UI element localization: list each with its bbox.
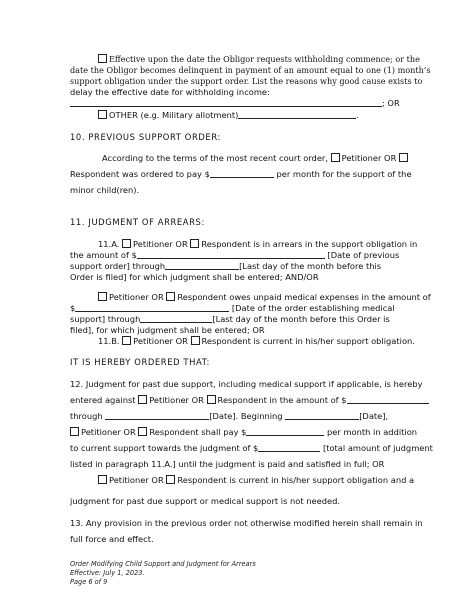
other-blank[interactable]: [238, 110, 356, 119]
section-10-heading: 10. PREVIOUS SUPPORT ORDER:: [70, 132, 221, 142]
s11-medical-line-4: filed], for which judgment shall be entered; OR: [70, 325, 265, 335]
s10-amount-blank[interactable]: [210, 169, 274, 178]
other-option-line: OTHER (e.g. Military allotment) .: [70, 110, 405, 121]
footer-page-number: Page 6 of 9: [70, 578, 108, 586]
reasons-blank[interactable]: [70, 98, 382, 107]
s11b-line: 11.B. Petitioner OR Respondent is current in his/her support obligation.: [98, 336, 415, 346]
s12-judgment-blank[interactable]: [258, 443, 320, 452]
s13-line-2: full force and effect.: [70, 534, 154, 544]
s11m-petitioner-checkbox[interactable]: [98, 292, 107, 301]
s12-line-5: to current support towards the judgment of $ [total amount of judgment: [70, 443, 433, 453]
s11b-petitioner-checkbox[interactable]: [122, 336, 131, 345]
effective-date-checkbox[interactable]: [98, 54, 107, 63]
other-checkbox[interactable]: [98, 110, 107, 119]
s11m-through-blank[interactable]: [140, 314, 212, 323]
s11m-date-blank[interactable]: [161, 303, 229, 312]
section-11-heading: 11. JUDGMENT OF ARREARS:: [70, 217, 205, 227]
s12-amount-blank[interactable]: [347, 395, 429, 404]
s12-pay-respondent-checkbox[interactable]: [138, 427, 147, 436]
s12-beginning-blank[interactable]: [285, 411, 359, 420]
s13-line-1: 13. Any provision in the previous order not otherwise modified herein shall remain in: [70, 518, 423, 528]
s12-monthly-blank[interactable]: [246, 427, 324, 436]
s12-current-petitioner-checkbox[interactable]: [98, 475, 107, 484]
s12-line-7: Petitioner OR Respondent is current in his/her support obligation and a: [70, 475, 405, 486]
s11a-line-1: 11.A. Petitioner OR Respondent is in arrears in the support obligation in: [98, 239, 418, 249]
s12-pay-petitioner-checkbox[interactable]: [70, 427, 79, 436]
s11-medical-line-3: support] through [Last day of the month before this Order is: [70, 314, 390, 324]
s11a-respondent-checkbox[interactable]: [190, 239, 199, 248]
s11a-amount-blank[interactable]: [137, 250, 267, 259]
s12-through-blank[interactable]: [105, 411, 209, 420]
s10-respondent-checkbox[interactable]: [399, 153, 408, 162]
s11b-respondent-checkbox[interactable]: [191, 336, 200, 345]
s11a-date-blank[interactable]: [267, 250, 325, 259]
s11a-line-3: support order] through [Last day of the month before this: [70, 261, 382, 271]
s12-line-2: entered against Petitioner OR Respondent in the amount of $: [70, 395, 405, 406]
footer-title: Order Modifying Child Support and Judgment for Arrears: [70, 560, 256, 568]
s12-petitioner-checkbox[interactable]: [138, 395, 147, 404]
withholding-line-4: delay the effective date for withholding income:: [70, 87, 270, 97]
s12-line-6: listed in paragraph 11.A.] until the judgment is paid and satisfied in full; OR: [70, 459, 385, 469]
s11-medical-line-1: Petitioner OR Respondent owes unpaid medical expenses in the amount of: [70, 292, 405, 303]
section-10-line-2: Respondent was ordered to pay $ per month for the support of the: [70, 169, 412, 179]
s11a-petitioner-checkbox[interactable]: [122, 239, 131, 248]
ordered-heading: IT IS HEREBY ORDERED THAT:: [70, 357, 210, 367]
section-10-line-3: minor child(ren).: [70, 185, 140, 195]
s12-current-respondent-checkbox[interactable]: [166, 475, 175, 484]
s12-respondent-checkbox[interactable]: [207, 395, 216, 404]
s12-line-1: 12. Judgment for past due support, including medical support if applicable, is hereby: [70, 379, 423, 389]
withholding-line-1: Effective upon the date the Obligor requests withholding commence; or the: [70, 54, 405, 65]
section-10-line-1: According to the terms of the most recent court order, Petitioner OR: [70, 153, 405, 164]
withholding-line-2: date the Obligor becomes delinquent in payment of an amount equal to one (1) month’s: [70, 65, 431, 75]
footer-effective-date: Effective: July 1, 2023.: [70, 569, 145, 577]
s12-line-8: judgment for past due support or medical support is not needed.: [70, 496, 340, 506]
s11a-through-blank[interactable]: [165, 261, 239, 270]
s11m-amount-blank[interactable]: [75, 303, 161, 312]
s11a-line-4: Order is filed] for which judgment shall be entered; AND/OR: [70, 272, 319, 282]
s11a-line-2: the amount of $ [Date of previous: [70, 250, 400, 260]
s11m-respondent-checkbox[interactable]: [166, 292, 175, 301]
withholding-reasons-line: ; OR: [70, 98, 405, 109]
s12-line-3: through [Date]. Beginning [Date],: [70, 411, 389, 421]
s12-line-4: Petitioner OR Respondent shall pay $ per month in addition: [70, 427, 405, 438]
s10-petitioner-checkbox[interactable]: [331, 153, 340, 162]
s11-medical-line-2: $ [Date of the order establishing medical: [70, 303, 395, 313]
withholding-line-3: support obligation under the support order. List the reasons why good cause exists to: [70, 76, 423, 86]
